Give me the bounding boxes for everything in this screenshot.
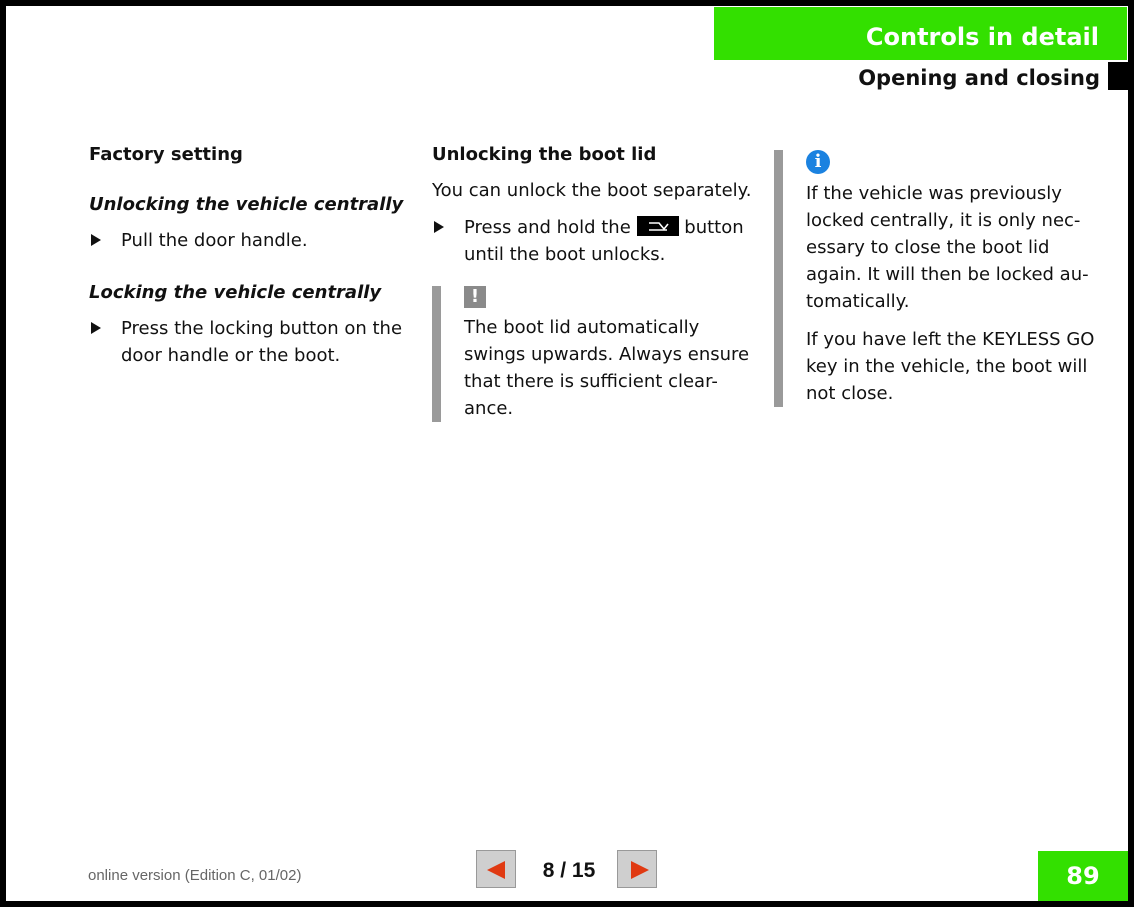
lock-step-text: Press the locking button on the door handle or the boot. [121,318,403,366]
warning-icon: ! [464,286,486,308]
manual-page [6,6,1128,901]
previous-page-button[interactable] [476,850,516,888]
subsection-title: Opening and closing [858,66,1100,90]
page-counter: 8 / 15 [542,859,596,882]
arrow-left-icon [487,861,505,879]
boot-step-before: Press and hold the [464,217,631,238]
column-factory-setting [89,144,409,369]
boot-step-after: button until the boot unlocks. [464,217,744,265]
boot-button-icon [637,216,679,236]
warning-note [432,286,757,422]
boot-step-text [464,214,757,268]
info-note [774,150,1104,407]
warning-text: The boot lid automatically swings upwards. Always ensure that there is sufficient clear-ance. [464,317,750,419]
boot-lid-heading: Unlocking the boot lid [432,144,657,165]
page-number: 89 [1038,851,1128,901]
unlock-step [89,227,409,254]
edition-footer: online version (Edition C, 01/02) [88,867,302,884]
unlock-centrally-heading: Unlocking the vehicle centrally [89,194,404,215]
factory-setting-heading: Factory setting [89,144,243,165]
boot-lid-intro: You can unlock the boot separately. [432,180,752,201]
arrow-right-icon [631,861,649,879]
lock-centrally-heading: Locking the vehicle centrally [89,282,382,303]
unlock-step-text: Pull the door handle. [121,230,308,251]
section-title-band [714,7,1127,60]
column-boot-lid [432,144,757,422]
info-bar [774,150,783,407]
boot-step [432,214,757,268]
step-arrow-icon [91,234,101,246]
step-arrow-icon [434,221,444,233]
column-info [774,150,1104,407]
warning-bar [432,286,441,422]
next-page-button[interactable] [617,850,657,888]
info-paragraph-1: If the vehicle was previously locked centrally, it is only nec-essary to close the boot lid again. It will then be locked au-tomatically. [806,183,1089,312]
step-arrow-icon [91,322,101,334]
info-paragraph-2: If you have left the KEYLESS GO key in the vehicle, the boot will not close. [806,329,1095,404]
lock-step [89,315,409,369]
thumb-tab-marker [1108,62,1128,90]
info-icon: i [806,150,830,174]
section-title: Controls in detail [865,23,1099,51]
